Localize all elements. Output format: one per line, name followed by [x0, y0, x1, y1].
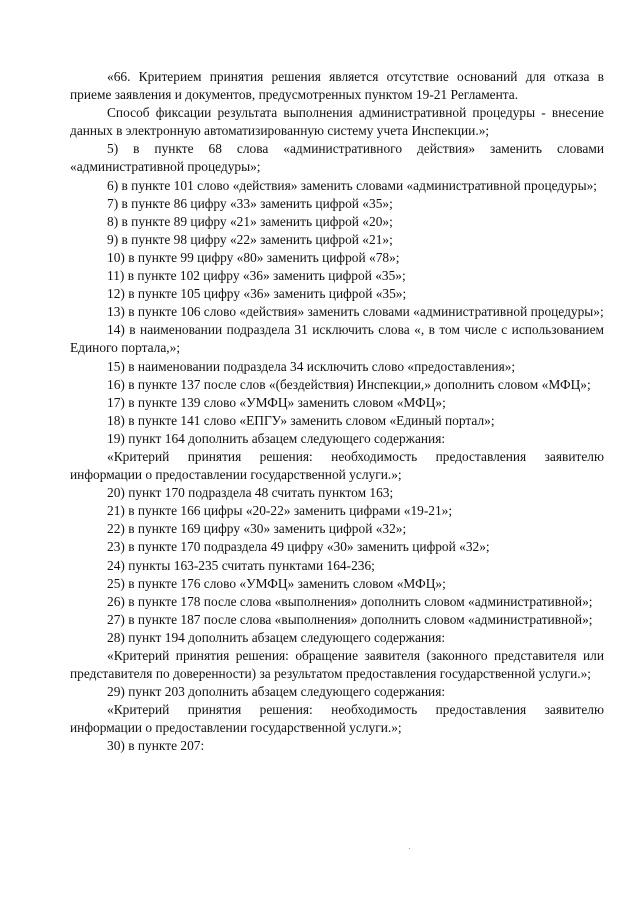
- paragraph-criterion-66: «66. Критерием принятия решения является отсутствие оснований для отказа в приеме заявления и документов, предусмотренных пунктом 19-21 Регламента.: [70, 69, 604, 103]
- paragraph-item-8: 8) в пункте 89 цифру «21» заменить цифрой «20»;: [107, 213, 393, 229]
- paragraph-item-28: 28) пункт 194 дополнить абзацем следующего содержания:: [107, 629, 446, 645]
- paragraph-item-9: 9) в пункте 98 цифру «22» заменить цифрой «21»;: [107, 231, 393, 247]
- paragraph-item-13: 13) в пункте 106 слово «действия» заменить словами «административной процедуры»;: [107, 304, 604, 320]
- paragraph-item-6: 6) в пункте 101 слово «действия» заменить словами «административной процедуры»;: [107, 177, 597, 193]
- paragraph-item-22: 22) в пункте 169 цифру «30» заменить цифрой «32»;: [107, 521, 407, 537]
- paragraph-item-29-quote: «Критерий принятия решения: необходимость предоставления заявителю информации о предоставлении государственной услуги.»;: [70, 702, 604, 736]
- paragraph-item-7: 7) в пункте 86 цифру «33» заменить цифрой «35»;: [107, 195, 393, 211]
- paragraph-item-19: 19) пункт 164 дополнить абзацем следующего содержания:: [107, 430, 446, 446]
- paragraph-item-19-quote: «Критерий принятия решения: необходимость предоставления заявителю информации о предоставлении государственной услуги.»;: [70, 448, 604, 483]
- paragraph-item-16: 16) в пункте 137 после слов «(бездействия) Инспекции,» дополнить словом «МФЦ»;: [107, 376, 591, 392]
- paragraph-item-25: 25) в пункте 176 слово «УМФЦ» заменить словом «МФЦ»;: [107, 575, 446, 591]
- paragraph-item-5: 5) в пункте 68 слова «административного действия» заменить словами «административной процедуры»;: [70, 141, 604, 175]
- paragraph-item-18: 18) в пункте 141 слово «ЕПГУ» заменить словом «Единый портал»;: [107, 412, 495, 428]
- paragraph-item-23: 23) в пункте 170 подраздела 49 цифру «30» заменить цифрой «32»;: [107, 539, 490, 555]
- paragraph-item-15: 15) в наименовании подраздела 34 исключить слово «предоставления»;: [107, 358, 516, 374]
- paragraph-item-24: 24) пункты 163-235 считать пунктами 164-236;: [107, 557, 375, 573]
- paragraph-item-27: 27) в пункте 187 после слова «выполнения» дополнить словом «административной»;: [107, 611, 593, 627]
- document-body: [70, 68, 604, 756]
- paragraph-item-21: 21) в пункте 166 цифры «20-22» заменить цифрами «19-21»;: [107, 503, 453, 519]
- paragraph-item-17: 17) в пункте 139 слово «УМФЦ» заменить словом «МФЦ»;: [107, 394, 446, 410]
- paragraph-item-12: 12) в пункте 105 цифру «36» заменить цифрой «35»;: [107, 286, 407, 302]
- scan-speck: [409, 848, 410, 849]
- paragraph-item-20: 20) пункт 170 подраздела 48 считать пунктом 163;: [107, 485, 394, 501]
- paragraph-item-10: 10) в пункте 99 цифру «80» заменить цифрой «78»;: [107, 249, 400, 265]
- paragraph-fixation-method: Способ фиксации результата выполнения административной процедуры - внесение данных в электронную автоматизированную систему учета Инспекции.»;: [70, 105, 604, 139]
- paragraph-item-11: 11) в пункте 102 цифру «36» заменить цифрой «35»;: [107, 268, 406, 284]
- paragraph-item-14: 14) в наименовании подраздела 31 исключить слова «, в том числе с использованием Единого портала,»;: [70, 322, 604, 356]
- paragraph-item-28-quote: «Критерий принятия решения: обращение заявителя (законного представителя или представителя по доверенности) за результатом предоставления государственной услуги.»;: [70, 648, 604, 682]
- paragraph-item-29: 29) пункт 203 дополнить абзацем следующего содержания:: [107, 684, 446, 700]
- paragraph-item-26: 26) в пункте 178 после слова «выполнения» дополнить словом «административной»;: [107, 593, 593, 609]
- paragraph-item-30: 30) в пункте 207:: [107, 738, 205, 754]
